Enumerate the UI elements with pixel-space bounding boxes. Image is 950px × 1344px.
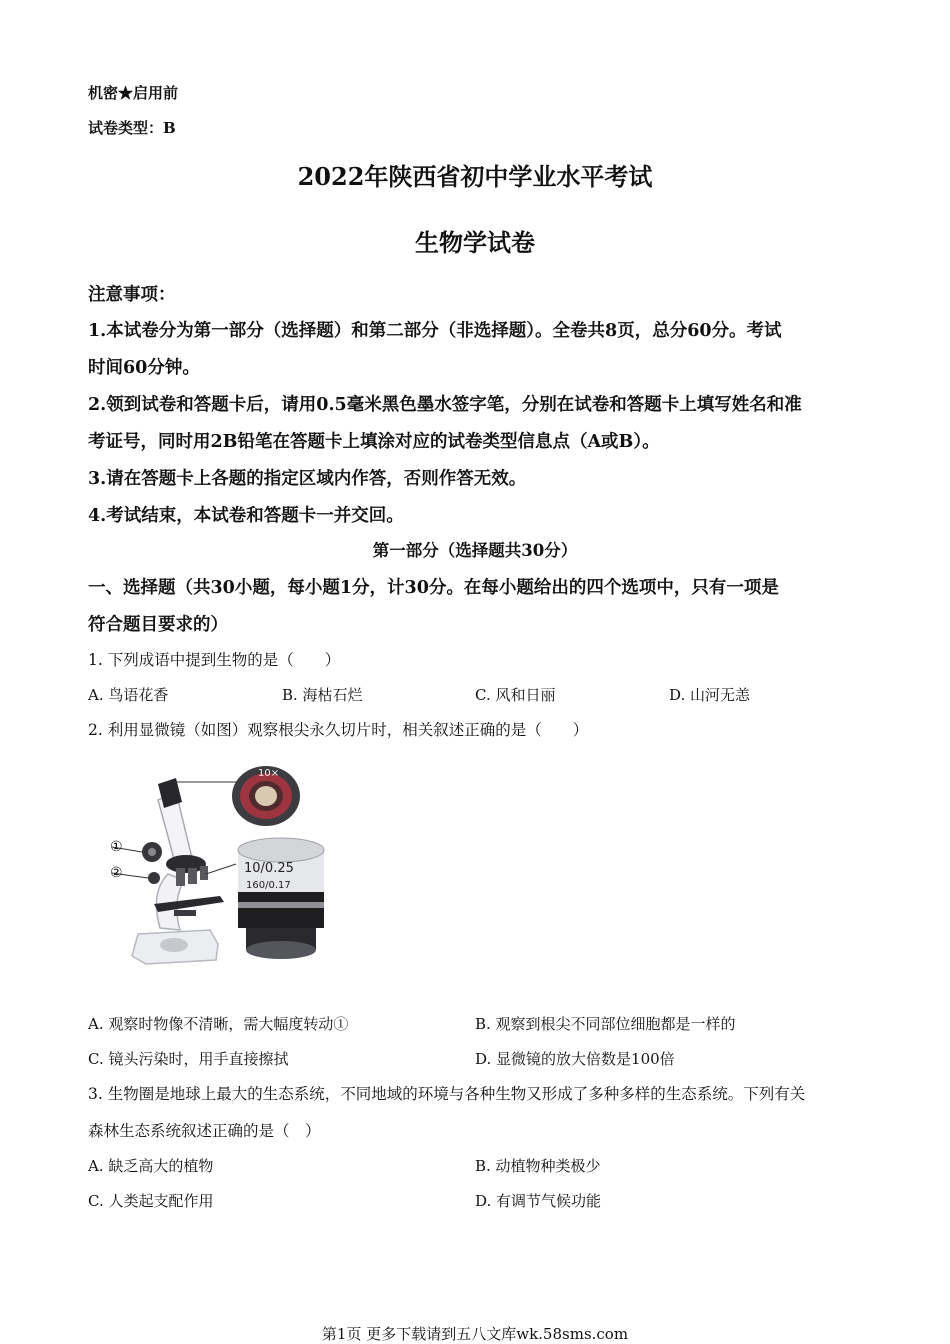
figure-label-2: ② (110, 865, 123, 881)
question-1-stem: 1. 下列成语中提到生物的是（ ） (88, 651, 341, 669)
notes-line: 2.领到试卷和答题卡后，请用0.5毫米黑色墨水签字笔，分别在试卷和答题卡上填写姓名和准 (88, 395, 802, 415)
exam-subject-title: 生物学试卷 (415, 228, 535, 257)
question-1-option-d: D. 山河无恙 (669, 686, 751, 704)
question-3-option-c: C. 人类起支配作用 (88, 1192, 214, 1210)
question-3-option-d: D. 有调节气候功能 (475, 1192, 602, 1210)
question-2-option-c: C. 镜头污染时，用手直接擦拭 (88, 1050, 289, 1068)
question-2-option-a: A. 观察时物像不清晰，需大幅度转动① (88, 1015, 349, 1033)
question-3-stem: 森林生态系统叙述正确的是（ ） (88, 1122, 321, 1140)
page-footer: 第1页 更多下载请到五八文库wk.58sms.com (321, 1325, 629, 1343)
objective-label-line2: 160/0.17 (246, 880, 291, 891)
question-3-option-a: A. 缺乏高大的植物 (88, 1157, 214, 1175)
eyepiece-magnification-label: 10× (258, 768, 280, 779)
question-2-option-b: B. 观察到根尖不同部位细胞都是一样的 (475, 1015, 736, 1033)
objective-label-line1: 10/0.25 (244, 861, 294, 876)
part1-title: 第一部分（选择题共30分） (372, 541, 578, 560)
exam-title: 2022年陕西省初中学业水平考试 (297, 162, 653, 191)
confidential-label: 机密★启用前 (88, 84, 179, 102)
notes-line: 3.请在答题卡上各题的指定区域内作答，否则作答无效。 (88, 469, 527, 489)
part1-instruction: 符合题目要求的） (88, 615, 228, 635)
question-2-option-d: D. 显微镜的放大倍数是100倍 (475, 1050, 675, 1068)
question-2-stem: 2. 利用显微镜（如图）观察根尖永久切片时，相关叙述正确的是（ ） (88, 721, 589, 739)
notes-line: 时间60分钟。 (88, 358, 200, 378)
figure-label-1: ① (110, 839, 123, 855)
question-3-option-b: B. 动植物种类极少 (475, 1157, 601, 1175)
question-3-stem: 3. 生物圈是地球上最大的生态系统，不同地域的环境与各种生物又形成了多种多样的生态系统。下列有关 (88, 1085, 806, 1103)
question-1-option-c: C. 风和日丽 (475, 686, 556, 704)
notes-line: 考证号，同时用2B铅笔在答题卡上填涂对应的试卷类型信息点（A或B）。 (88, 432, 660, 452)
paper-type-label: 试卷类型：B (88, 119, 176, 137)
notes-heading: 注意事项： (88, 285, 176, 305)
notes-line: 4.考试结束，本试卷和答题卡一并交回。 (88, 506, 404, 526)
microscope-figure (88, 752, 328, 984)
part1-instruction: 一、选择题（共30小题，每小题1分，计30分。在每小题给出的四个选项中，只有一项是 (88, 578, 779, 598)
question-1-option-a: A. 鸟语花香 (88, 686, 169, 704)
notes-line: 1.本试卷分为第一部分（选择题）和第二部分（非选择题）。全卷共8页，总分60分。考试 (88, 321, 782, 341)
question-1-option-b: B. 海枯石烂 (282, 686, 363, 704)
